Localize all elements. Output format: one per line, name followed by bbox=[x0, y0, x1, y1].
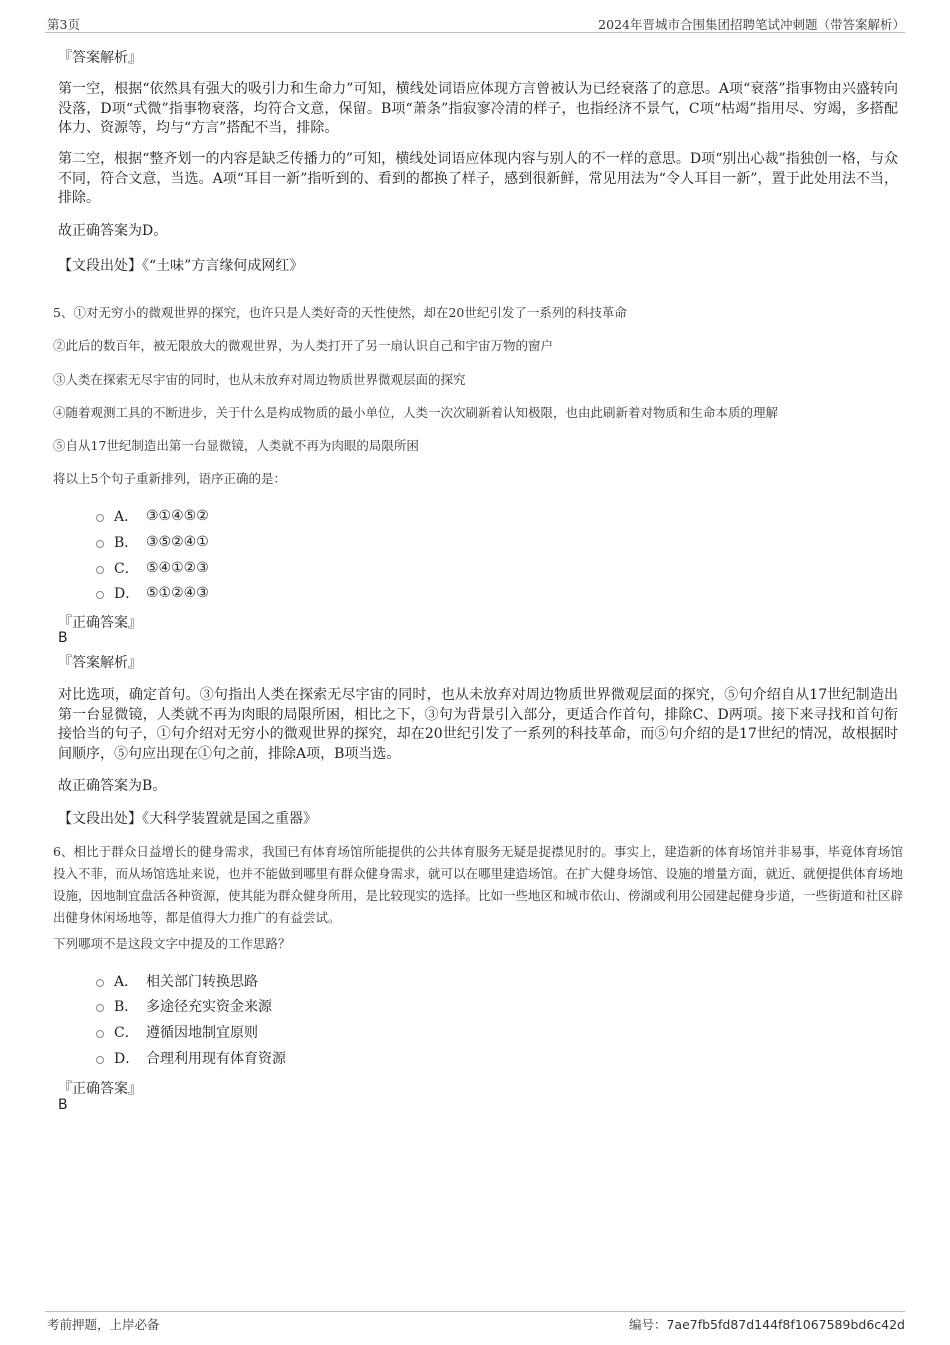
page-header bbox=[45, 14, 905, 33]
option-letter: A． bbox=[114, 974, 139, 990]
question-sentence: ④随着观测工具的不断进步，关于什么是构成物质的最小单位，人类一次次刷新着认知极限，也由此刷新着对物质和生命本质的理解 bbox=[53, 405, 779, 420]
footer-slogan: 考前押题，上岸必备 bbox=[47, 1317, 160, 1332]
document-id: 编号：7ae7fb5fd87d144f8f1067589bd6c42d bbox=[628, 1317, 905, 1332]
correct-answer: B bbox=[58, 630, 68, 646]
question-sentence: ②此后的数百年，被无限放大的微观世界，为人类打开了另一扇认识自己和宇宙万物的窗户 bbox=[53, 338, 554, 353]
radio-icon[interactable] bbox=[96, 591, 104, 599]
answer-label: 『正确答案』 bbox=[58, 1081, 142, 1097]
option-letter: B． bbox=[114, 535, 139, 551]
option-text: 遵循因地制宜原则 bbox=[146, 1025, 258, 1041]
option-letter: A． bbox=[114, 509, 139, 525]
conclusion-text: 故正确答案为B。 bbox=[58, 778, 167, 794]
question-sentence: 5、①对无穷小的微观世界的探究，也许只是人类好奇的天性使然，却在20世纪引发了一系列的科技革命 bbox=[53, 305, 627, 320]
correct-answer: B bbox=[58, 1097, 68, 1113]
option-d[interactable] bbox=[96, 1048, 286, 1068]
answer-label: 『正确答案』 bbox=[58, 615, 142, 631]
analysis-label: 『答案解析』 bbox=[58, 655, 142, 671]
question-passage: 6、相比于群众日益增长的健身需求，我国已有体育场馆所能提供的公共体育服务无疑是捉襟见肘的。事实上，建造新的体育场馆并非易事，毕竟体育场馆投入不菲，而从场馆选址来说，也并不能做到哪里有群众健身需求，就可以在哪里建造场馆。在扩大健身场馆、设施的增量方面，就近、就便提供体育场地设施，因地制宜盘活各种资源，使其能为群众健身所用，是比较现实的选择。比如一些地区和城市依山、傍湖或利用公园建起健身步道，一些街道和社区辟出健身休闲场地等，都是值得大力推广的有益尝试。 bbox=[53, 844, 904, 925]
option-c[interactable] bbox=[96, 558, 209, 578]
option-b[interactable] bbox=[96, 532, 209, 552]
radio-icon[interactable] bbox=[96, 1030, 104, 1038]
option-b[interactable] bbox=[96, 996, 272, 1016]
option-a[interactable] bbox=[96, 971, 258, 991]
option-text: ③①④⑤② bbox=[146, 508, 209, 524]
document-title: 2024年晋城市合围集团招聘笔试冲刺题（带答案解析） bbox=[598, 17, 905, 32]
option-text: ③⑤②④① bbox=[146, 534, 209, 550]
option-d[interactable] bbox=[96, 583, 209, 603]
option-letter: C． bbox=[114, 1025, 139, 1041]
option-text: 合理利用现有体育资源 bbox=[146, 1051, 286, 1067]
question-sentence: ③人类在探索无尽宇宙的同时，也从未放弃对周边物质世界微观层面的探究 bbox=[53, 372, 466, 387]
analysis-label: 『答案解析』 bbox=[58, 50, 142, 66]
option-letter: D． bbox=[114, 1051, 140, 1067]
radio-icon[interactable] bbox=[96, 540, 104, 548]
option-letter: B． bbox=[114, 999, 139, 1015]
radio-icon[interactable] bbox=[96, 979, 104, 987]
radio-icon[interactable] bbox=[96, 514, 104, 522]
option-text: ⑤④①②③ bbox=[146, 560, 209, 576]
radio-icon[interactable] bbox=[96, 1004, 104, 1012]
option-letter: D． bbox=[114, 586, 140, 602]
conclusion-text: 故正确答案为D。 bbox=[58, 223, 168, 239]
option-c[interactable] bbox=[96, 1022, 258, 1042]
analysis-paragraph: 第二空，根据“整齐划一的内容是缺乏传播力的”可知，横线处词语应体现内容与别人的不一样的意思。D项“别出心裁”指独创一格，与众不同，符合文意，当选。A项“耳目一新”指听到的、看到的都换了样子，感到很新鲜，常见用法为“令人耳目一新”，置于此处用法不当，排除。 bbox=[58, 151, 898, 206]
question-prompt: 下列哪项不是这段文字中提及的工作思路？ bbox=[53, 936, 291, 951]
page-footer bbox=[45, 1311, 905, 1332]
question-prompt: 将以上5个句子重新排列，语序正确的是： bbox=[53, 471, 286, 486]
source-citation: 【文段出处】《“土味”方言缘何成网红》 bbox=[58, 258, 304, 274]
page-number: 第3页 bbox=[47, 17, 80, 32]
option-text: ⑤①②④③ bbox=[146, 585, 209, 601]
analysis-paragraph: 对比选项，确定首句。③句指出人类在探索无尽宇宙的同时，也从未放弃对周边物质世界微观层面的探究，⑤句介绍自从17世纪制造出第一台显微镜，人类就不再为肉眼的局限所困，相比之下，③句为背景引入部分，更适合作首句，排除C、D两项。接下来寻找和首句衔接恰当的句子，①句介绍对无穷小的微观世界的探究，却在20世纪引发了一系列的科技革命，而⑤句介绍的是17世纪的情况，故根据时间顺序，⑤句应出现在①句之前，排除A项，B项当选。 bbox=[58, 687, 898, 762]
analysis-paragraph: 第一空，根据“依然具有强大的吸引力和生命力”可知，横线处词语应体现方言曾被认为已经衰落了的意思。A项“衰落”指事物由兴盛转向没落，D项“式微”指事物衰落，均符合文意，保留。B项“萧条”指寂寥冷清的样子，也指经济不景气，C项“枯竭”指用尽、穷竭，多搭配体力、资源等，均与“方言”搭配不当，排除。 bbox=[58, 81, 898, 136]
option-a[interactable] bbox=[96, 506, 209, 526]
option-letter: C． bbox=[114, 561, 139, 577]
radio-icon[interactable] bbox=[96, 1056, 104, 1064]
radio-icon[interactable] bbox=[96, 566, 104, 574]
source-citation: 【文段出处】《大科学装置就是国之重器》 bbox=[58, 811, 317, 827]
question-sentence: ⑤自从17世纪制造出第一台显微镜，人类就不再为肉眼的局限所困 bbox=[53, 438, 419, 453]
option-text: 多途径充实资金来源 bbox=[146, 999, 272, 1015]
option-text: 相关部门转换思路 bbox=[146, 974, 258, 990]
